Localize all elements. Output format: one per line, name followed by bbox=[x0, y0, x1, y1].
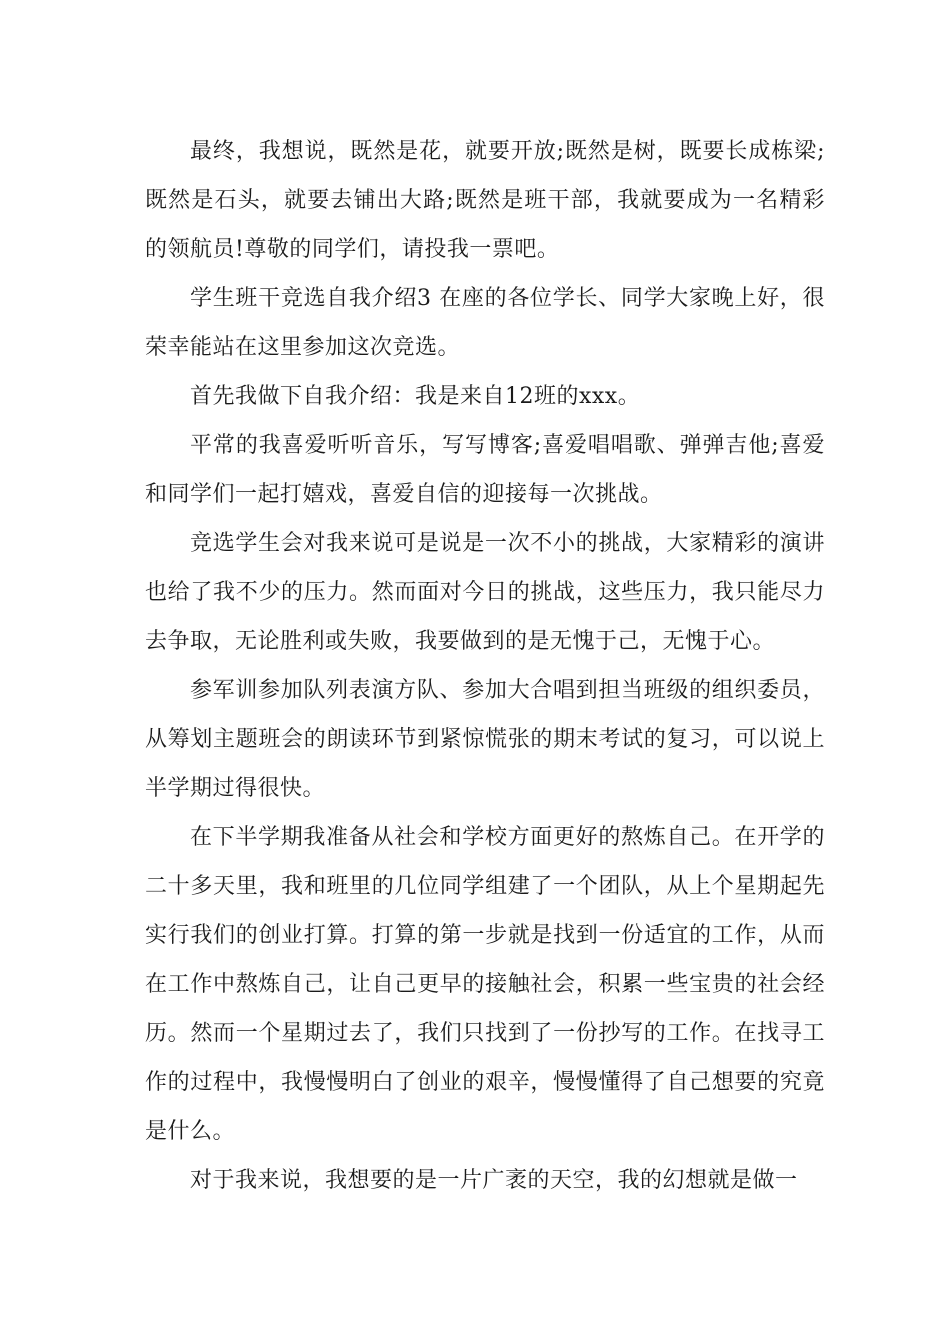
paragraph-intro-3-greeting: 学生班干竞选自我介绍3 在座的各位学长、同学大家晚上好，很荣幸能站在这里参加这次竞选。 bbox=[145, 286, 825, 360]
paragraph-dream: 对于我来说，我想要的是一片广袤的天空，我的幻想就是做一 bbox=[190, 1168, 798, 1193]
document-body bbox=[145, 127, 825, 1205]
paragraph-hobbies: 平常的我喜爱听听音乐，写写博客;喜爱唱唱歌、弹弹吉他;喜爱和同学们一起打嬉戏，喜爱自信的迎接每一次挑战。 bbox=[145, 433, 825, 507]
paragraph-closing-appeal: 最终，我想说，既然是花，就要开放;既然是树，既要长成栋梁;既然是石头，就要去铺出大路;既然是班干部，我就要成为一名精彩的领航员!尊敬的同学们，请投我一票吧。 bbox=[145, 139, 825, 262]
paragraph-self-introduction: 首先我做下自我介绍：我是来自12班的xxx。 bbox=[190, 384, 641, 409]
paragraph-first-semester: 参军训参加队列表演方队、参加大合唱到担当班级的组织委员，从筹划主题班会的朗读环节到紧惊慌张的期末考试的复习，可以说上半学期过得很快。 bbox=[145, 678, 825, 801]
paragraph-second-semester: 在下半学期我准备从社会和学校方面更好的熬炼自己。在开学的二十多天里，我和班里的几位同学组建了一个团队，从上个星期起先实行我们的创业打算。打算的第一步就是找到一份适宜的工作，从而在工作中熬炼自己，让自己更早的接触社会，积累一些宝贵的社会经历。然而一个星期过去了，我们只找到了一份抄写的工作。在找寻工作的过程中，我慢慢明白了创业的艰辛，慢慢懂得了自己想要的究竟是什么。 bbox=[145, 825, 825, 1144]
paragraph-challenge: 竞选学生会对我来说可是说是一次不小的挑战，大家精彩的演讲也给了我不少的压力。然而面对今日的挑战，这些压力，我只能尽力去争取，无论胜利或失败，我要做到的是无愧于己，无愧于心。 bbox=[145, 531, 825, 654]
